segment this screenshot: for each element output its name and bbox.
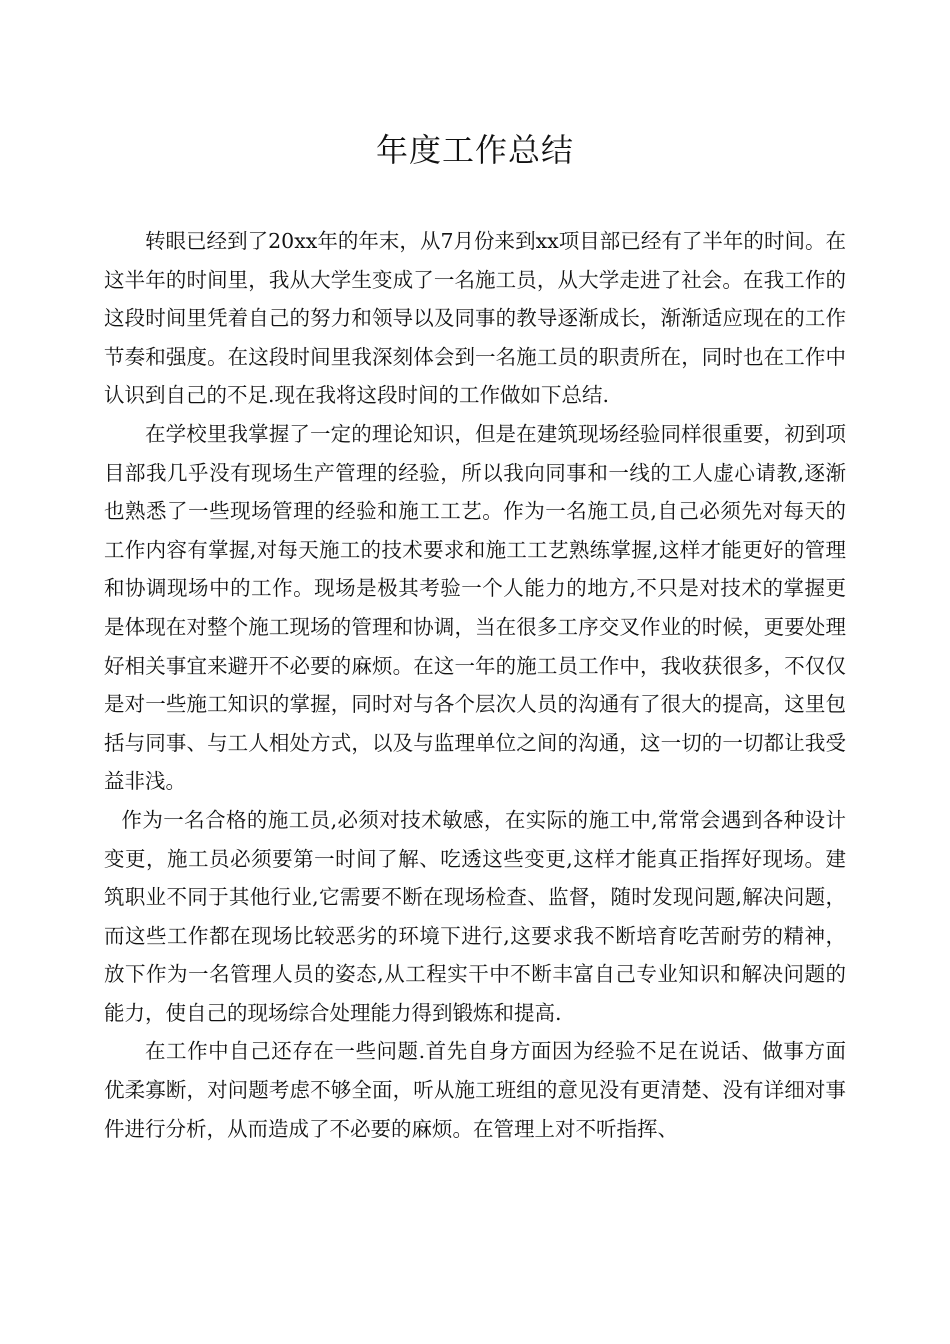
document-body bbox=[104, 222, 846, 1148]
paragraph-learning: 在学校里我掌握了一定的理论知识，但是在建筑现场经验同样很重要，初到项目部我几乎没有现场生产管理的经验，所以我向同事和一线的工人虚心请教,逐渐也熟悉了一些现场管理的经验和施工工艺。作为一名施工员,自己必须先对每天的工作内容有掌握,对每天施工的技术要求和施工工艺熟练掌握,这样才能更好的管理和协调现场中的工作。现场是极其考验一个人能力的地方,不只是对技术的掌握更是体现在对整个施工现场的管理和协调，当在很多工序交叉作业的时候，更要处理好相关事宜来避开不必要的麻烦。在这一年的施工员工作中，我收获很多，不仅仅是对一些施工知识的掌握，同时对与各个层次人员的沟通有了很大的提高，这里包括与同事、与工人相处方式，以及与监理单位之间的沟通，这一切的一切都让我受益非浅。 bbox=[104, 421, 846, 794]
document-title: 年度工作总结 bbox=[375, 131, 574, 169]
paragraph-intro: 转眼已经到了20xx年的年末，从7月份来到xx项目部已经有了半年的时间。在这半年的时间里，我从大学生变成了一名施工员，从大学走进了社会。在我工作的这段时间里凭着自己的努力和领导以及同事的教导逐渐成长，渐渐适应现在的工作节奏和强度。在这段时间里我深刻体会到一名施工员的职责所在，同时也在工作中认识到自己的不足.现在我将这段时间的工作做如下总结. bbox=[104, 229, 846, 408]
paragraph-problems: 在工作中自己还存在一些问题.首先自身方面因为经验不足在说话、做事方面优柔寡断，对问题考虑不够全面，听从施工班组的意见没有更清楚、没有详细对事件进行分析，从而造成了不必要的麻烦。在管理上对不听指挥、 bbox=[104, 1039, 846, 1141]
paragraph-qualified-worker: 作为一名合格的施工员,必须对技术敏感，在实际的施工中,常常会遇到各种设计变更，施工员必须要第一时间了解、吃透这些变更,这样才能真正指挥好现场。建筑职业不同于其他行业,它需要不断在现场检查、监督，随时发现问题,解决问题，而这些工作都在现场比较恶劣的环境下进行,这要求我不断培育吃苦耐劳的精神，放下作为一名管理人员的姿态,从工程实干中不断丰富自己专业知识和解决问题的能力，使自己的现场综合处理能力得到锻炼和提高. bbox=[104, 807, 846, 1025]
